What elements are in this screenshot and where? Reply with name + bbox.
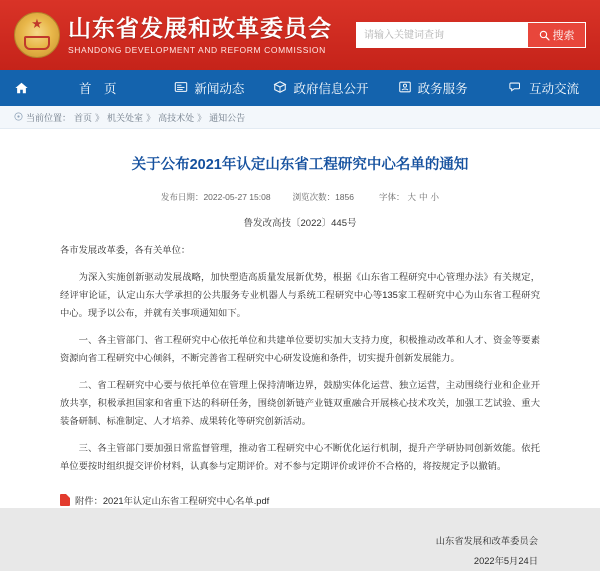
paragraph-3: 三、各主管部门要加强日常监督管理，推动省工程研究中心不断优化运行机制，提升产学研协同创新效能。依托单位要按时组织提交评价材料，认真参与定期评价。对不参与定期评价或评价不合格的，将按规定予以撤销。 xyxy=(60,443,540,471)
nav-item-label: 政府信息公开 xyxy=(293,82,369,96)
site-title-block xyxy=(68,14,332,56)
publish-date-value: 2022-05-27 15:08 xyxy=(203,192,271,202)
font-size-small[interactable]: 小 xyxy=(430,192,440,202)
breadcrumb-item-3[interactable]: 通知公告 xyxy=(209,112,246,123)
house-icon xyxy=(14,81,29,95)
search-button-label: 搜索 xyxy=(552,30,575,42)
nav-item-0[interactable] xyxy=(42,70,154,106)
view-count xyxy=(293,191,354,203)
nav-item-label: 首 页 xyxy=(79,82,117,96)
paragraph-1: 一、各主管部门、省工程研究中心依托单位和共建单位要切实加大支持力度，积极推动改革和人才、资金等要素资源向省工程研究中心倾斜，不断完善省工程研究中心研发设施和条件，切实提升创新发展能力。 xyxy=(60,335,540,363)
box-icon xyxy=(273,80,287,97)
nav-item-1[interactable] xyxy=(154,70,266,106)
page-title: 关于公布2021年认定山东省工程研究中心名单的通知 xyxy=(131,157,469,173)
nav-item-2[interactable] xyxy=(265,70,377,106)
breadcrumb-sep-0: 》 xyxy=(95,112,105,123)
breadcrumb xyxy=(0,106,600,129)
article-meta xyxy=(60,191,540,209)
nav-item-label: 新闻动态 xyxy=(194,82,245,96)
service-icon xyxy=(398,80,412,97)
document-number: 鲁发改高技〔2022〕445号 xyxy=(243,218,357,229)
pdf-file-icon xyxy=(60,494,70,506)
font-size-large[interactable]: 大 xyxy=(407,192,417,202)
news-icon xyxy=(174,80,188,97)
breadcrumb-sep-2: 》 xyxy=(197,112,207,123)
attachment-link[interactable] xyxy=(60,493,540,507)
font-size-switcher xyxy=(376,191,439,203)
nav-item-3[interactable] xyxy=(377,70,489,106)
breadcrumb-sep-1: 》 xyxy=(146,112,156,123)
national-emblem-icon xyxy=(14,12,60,58)
site-header xyxy=(0,0,600,70)
view-count-label: 浏览次数： xyxy=(292,192,336,202)
location-icon xyxy=(14,112,23,123)
article-body xyxy=(60,241,540,475)
publish-date-label: 发布日期： xyxy=(160,192,204,202)
nav-item-4[interactable] xyxy=(488,70,600,106)
signature-block xyxy=(60,531,540,571)
breadcrumb-prefix: 当前位置： xyxy=(26,112,72,123)
signature-org: 山东省发展和改革委员会 xyxy=(435,536,538,546)
article-container xyxy=(0,129,600,571)
search-box xyxy=(356,22,586,48)
breadcrumb-item-2[interactable]: 高技术处 xyxy=(158,112,195,123)
nav-home-icon[interactable] xyxy=(0,81,42,95)
search-input[interactable] xyxy=(356,22,528,48)
site-title-en: SHANDONG DEVELOPMENT AND REFORM COMMISSION xyxy=(68,45,326,55)
paragraph-2: 二、省工程研究中心要与依托单位在管理上保持清晰边界，鼓励实体化运营、独立运营，主动围绕行业和企业开放共享，积极承担国家和省重下达的科研任务，围绕创新链产业链双重融合开展核心技术攻关，加强工艺试验、重大装备研制、标准制定、人才培养、成果转化等研究创新活动。 xyxy=(60,380,540,426)
salutation: 各市发展改革委，各有关单位： xyxy=(60,245,191,255)
site-title-cn: 山东省发展和改革委员会 xyxy=(68,15,332,41)
nav-item-label: 政务服务 xyxy=(417,82,468,96)
signature-date: 2022年5月24日 xyxy=(473,556,538,566)
view-count-value: 1856 xyxy=(335,192,354,202)
main-nav xyxy=(0,70,600,106)
publish-date xyxy=(161,191,271,203)
search-icon xyxy=(539,30,550,41)
paragraph-0: 为深入实施创新驱动发展战略，加快塑造高质量发展新优势，根据《山东省工程研究中心管理办法》有关规定，经评审论证，认定山东大学承担的公共服务专业机器人与系统工程研究中心等135家工程研究中心为山东省工程研究中心。现予以公布，并就有关事项通知如下。 xyxy=(60,272,540,318)
search-button[interactable] xyxy=(528,22,586,48)
chat-icon xyxy=(509,80,523,97)
breadcrumb-item-1[interactable]: 机关处室 xyxy=(107,112,144,123)
breadcrumb-item-0[interactable]: 首页 xyxy=(74,112,93,123)
font-size-label: 字体： xyxy=(379,192,405,202)
attachment-label: 附件：2021年认定山东省工程研究中心名单.pdf xyxy=(75,496,270,506)
nav-item-label: 互动交流 xyxy=(529,82,580,96)
font-size-medium[interactable]: 中 xyxy=(419,192,428,202)
